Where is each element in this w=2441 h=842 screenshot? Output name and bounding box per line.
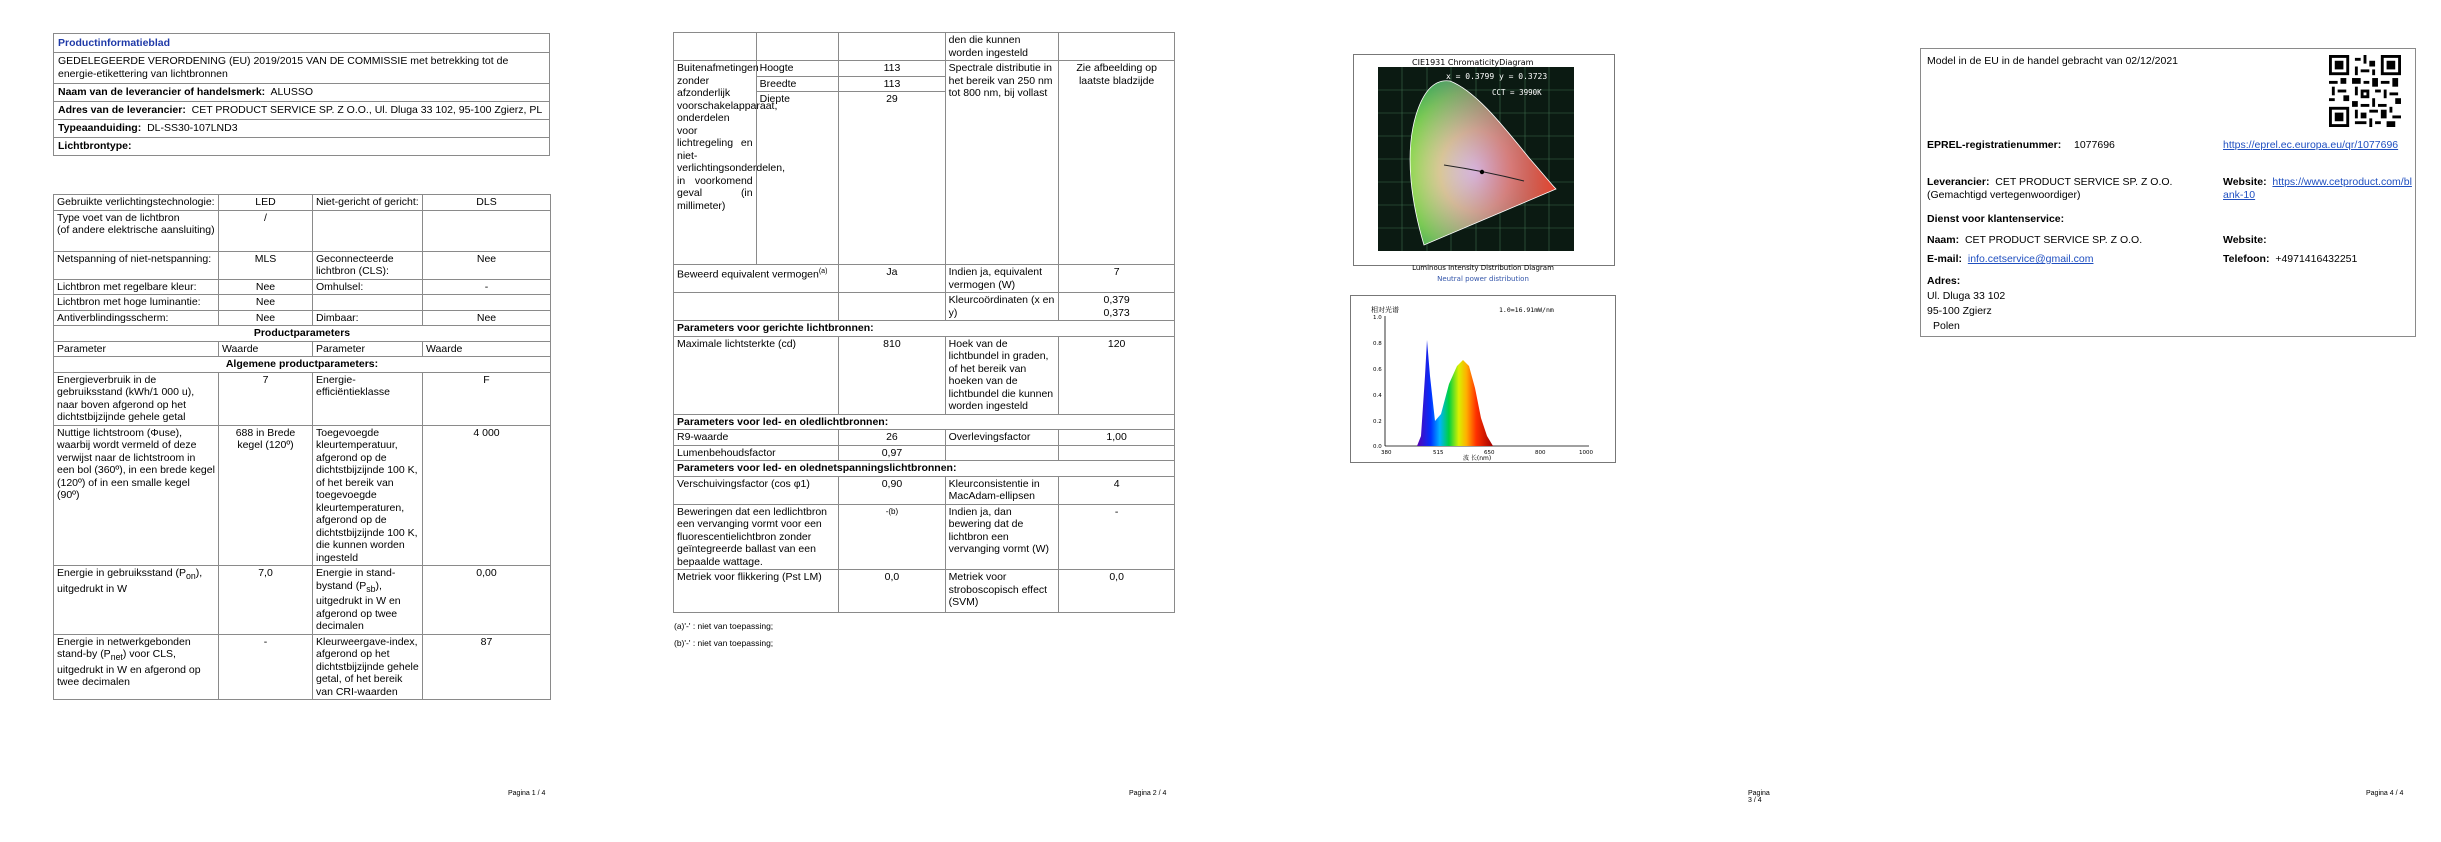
eprel-number: 1077696 — [2074, 139, 2115, 151]
table-row — [674, 430, 1175, 446]
table-cell: Nee — [219, 295, 313, 311]
website-row — [2223, 176, 2413, 202]
page-4 — [1920, 0, 2414, 842]
page-1 — [53, 0, 548, 842]
table-row — [54, 310, 551, 326]
table-cell: Diepte — [756, 92, 839, 265]
address-row — [54, 102, 549, 120]
spd-x-tick: 800 — [1535, 450, 1546, 456]
address-line: 95-100 Zgierz — [1927, 305, 1992, 317]
table-cell: Netspanning of niet-netspanning: — [54, 251, 219, 279]
table-row — [54, 326, 551, 342]
psb-label-end: ), uitgedrukt in W en afgerond op twee decimalen — [316, 579, 401, 633]
table-cell: Verschuivingsfactor (cos φ1) — [674, 476, 839, 504]
cap-note: (of andere elektrische aansluiting) — [57, 224, 215, 236]
table-row — [674, 321, 1175, 337]
cie-diagram — [1354, 55, 1614, 265]
table-cell — [54, 566, 219, 635]
table-cell: / — [219, 210, 313, 251]
table-row — [54, 210, 551, 251]
model-text: Model in de EU in de handel gebracht van 02/12/2021 — [1927, 55, 2179, 67]
spd-y-tick: 0.6 — [1373, 367, 1382, 373]
table-cell: Kleurcoördinaten (x en y) — [945, 293, 1059, 321]
pnet-label: Energie in netwerkgebonden stand-by (P — [57, 635, 191, 661]
product-table-page-2 — [673, 32, 1175, 613]
table-cell: MLS — [219, 251, 313, 279]
table-cell — [839, 33, 945, 61]
chroma-y: 0,373 — [1103, 306, 1130, 319]
table-cell: Beweringen dat een ledlichtbron een vervanging vormt voor een fluorescentielichtbron zonder geïntegreerde ballast van een bepaalde wattage. — [674, 504, 839, 570]
table-cell — [313, 295, 423, 311]
page-1-header — [53, 33, 550, 156]
spd-readout: 1.0=16.91mW/nm — [1499, 306, 1554, 314]
page-3 — [1350, 0, 1770, 842]
table-cell: 0,0 — [839, 570, 945, 613]
table-cell — [423, 210, 551, 251]
table-cell: 26 — [839, 430, 945, 446]
dims-label: Buitenafmetingen zonder afzonderlijk voorschakelapparaat, onderdelen voor lichtregeling en niet-verlichtingsonderdelen, in voorkomend geval (in millimeter) — [674, 61, 757, 265]
address-line: Polen — [1933, 320, 1960, 332]
cap-label: Type voet van de lichtbron — [57, 211, 180, 224]
table-row — [54, 341, 551, 357]
regulation-text: GEDELEGEERDE VERORDENING (EU) 2019/2015 VAN DE COMMISSIE met betrekking tot de energie-etikettering van lichtbronnen — [54, 53, 549, 84]
page-number: Pagina 4 / 4 — [2366, 790, 2404, 797]
col-header-parameter: Parameter — [313, 341, 423, 357]
table-row — [674, 61, 1175, 77]
table-cell: 0,97 — [839, 445, 945, 461]
mains-heading: Parameters voor led- en olednetspanningslichtbronnen: — [674, 461, 1175, 477]
email-label: E-mail: — [1927, 253, 1963, 265]
page-2 — [673, 0, 1175, 842]
cie-subcaption: Neutral power distribution — [1437, 275, 1529, 283]
table-cell — [54, 634, 219, 700]
document-title: Productinformatieblad — [54, 34, 549, 53]
page-number: Pagina 3 / 4 — [1748, 790, 1770, 804]
table-cell: Hoogte — [756, 61, 839, 77]
table-cell: DLS — [423, 195, 551, 211]
table-cell: Gebruikte verlichtingstechnologie: — [54, 195, 219, 211]
page-number: Pagina 2 / 4 — [1129, 790, 1167, 797]
spd-y-tick: 0.8 — [1373, 341, 1382, 347]
address-heading: Adres: — [1927, 275, 1961, 287]
table-cell: Breedte — [756, 76, 839, 92]
table-cell: 0,90 — [839, 476, 945, 504]
supplier-value: CET PRODUCT SERVICE SP. Z O.O. (Gemachtigd vertegenwoordiger) — [1927, 176, 2173, 201]
eprel-label: EPREL-registratienummer: — [1927, 139, 2062, 151]
col-header-value: Waarde — [423, 341, 551, 357]
address-line: Ul. Dluga 33 102 — [1927, 290, 2006, 302]
table-cell: Maximale lichtsterkte (cd) — [674, 336, 839, 414]
col-header-parameter: Parameter — [54, 341, 219, 357]
table-cell: 87 — [423, 634, 551, 700]
table-cell: R9-waarde — [674, 430, 839, 446]
table-cell: LED — [219, 195, 313, 211]
table-cell: Kleurweergave-index, afgerond op het dichtstbijzijnde gehele getal, of het bereik van CRI-waarden — [313, 634, 423, 700]
table-cell — [313, 210, 423, 251]
spd-x-tick: 515 — [1433, 450, 1444, 456]
spd-y-tick: 1.0 — [1373, 315, 1382, 321]
phone-label: Telefoon: — [2223, 253, 2270, 265]
table-row — [54, 425, 551, 566]
params-heading: Productparameters — [54, 326, 551, 342]
table-cell: Lichtbron met regelbare kleur: — [54, 279, 219, 295]
email-row — [1927, 253, 2093, 266]
type-label: Typeaanduiding: — [58, 122, 142, 134]
table-cell: Indien ja, dan bewering dat de lichtbron een vervanging vormt (W) — [945, 504, 1059, 570]
table-cell: Energieverbruik in de gebruiksstand (kWh/1 000 u), naar boven afgerond op het dichtstbijzijnde gehele getal — [54, 372, 219, 425]
table-row — [674, 336, 1175, 414]
table-cell: 7 — [219, 372, 313, 425]
table-cell: 4 — [1059, 476, 1175, 504]
spectrum-chart — [1351, 296, 1615, 462]
spd-y-ticks — [1373, 315, 1382, 450]
table-cell: -(b) — [839, 504, 945, 570]
product-table-page-1 — [53, 194, 551, 700]
table-row — [674, 265, 1175, 293]
table-row — [54, 357, 551, 373]
table-row — [54, 372, 551, 425]
table-cell: den die kunnen worden ingesteld — [945, 33, 1059, 61]
spd-y-tick: 0.2 — [1373, 419, 1382, 425]
equiv-label: Beweerd equivalent vermogen — [677, 268, 819, 281]
eprel-info-box — [1920, 48, 2416, 337]
table-cell: Ja — [839, 265, 945, 293]
spd-ylabel: 相对光谱 — [1371, 306, 1399, 314]
pon-sub: on — [186, 571, 196, 582]
supplier-row — [1927, 176, 2217, 202]
eprel-link[interactable]: https://eprel.ec.europa.eu/qr/1077696 — [2223, 139, 2399, 151]
table-cell: 0,0 — [1059, 570, 1175, 613]
address-label: Adres van de leverancier: — [58, 104, 186, 116]
qr-code-icon — [2329, 55, 2401, 127]
website-label-2: Website: — [2223, 234, 2267, 246]
table-row — [674, 33, 1175, 61]
table-cell: Omhulsel: — [313, 279, 423, 295]
table-cell: - — [1059, 504, 1175, 570]
table-cell: 4 000 — [423, 425, 551, 566]
website-link[interactable]: https://www.cetproduct.com/blank-10 — [2223, 176, 2412, 201]
chroma-x: 0,379 — [1103, 294, 1130, 306]
table-cell: 113 — [839, 76, 945, 92]
address-value: CET PRODUCT SERVICE SP. Z O.O., Ul. Dluga 33 102, 95-100 Zgierz, PL — [191, 104, 543, 116]
pon-label: Energie in gebruiksstand (P — [57, 567, 186, 579]
table-row — [54, 251, 551, 279]
pon-label-end: ), uitgedrukt in W — [57, 567, 203, 595]
table-row — [54, 634, 551, 700]
general-heading: Algemene productparameters: — [54, 357, 551, 373]
table-row — [54, 295, 551, 311]
table-cell: Metriek voor stroboscopisch effect (SVM) — [945, 570, 1059, 613]
table-cell: 0,00 — [423, 566, 551, 635]
table-cell: Lumenbehoudsfactor — [674, 445, 839, 461]
table-cell: Kleurconsistentie in MacAdam-ellipsen — [945, 476, 1059, 504]
table-cell: Antiverblindingsscherm: — [54, 310, 219, 326]
spectrum-curve — [1417, 340, 1493, 446]
spd-x-tick: 380 — [1381, 450, 1392, 456]
spd-y-tick: 0.0 — [1373, 444, 1382, 450]
table-cell — [423, 295, 551, 311]
table-cell: Nee — [423, 251, 551, 279]
psb-label: Energie in stand-bystand (P — [316, 567, 396, 592]
table-cell: - — [423, 279, 551, 295]
table-cell — [756, 33, 839, 61]
supplier-row — [54, 84, 549, 102]
table-cell: Geconnecteerde lichtbron (CLS): — [313, 251, 423, 279]
supplier-label: Naam van de leverancier of handelsmerk: — [58, 86, 266, 98]
table-row — [674, 293, 1175, 321]
cie-readout: x = 0.3799 y = 0.3723 — [1446, 72, 1548, 81]
table-row — [674, 414, 1175, 430]
table-cell: Nee — [219, 279, 313, 295]
table-cell: F — [423, 372, 551, 425]
table-cell: Metriek voor flikkering (Pst LM) — [674, 570, 839, 613]
website-label: Website: — [2223, 176, 2267, 188]
table-cell: Dimbaar: — [313, 310, 423, 326]
footnote-a: (a)'-' : niet van toepassing; — [674, 621, 774, 631]
table-cell: 113 — [839, 61, 945, 77]
col-header-value: Waarde — [219, 341, 313, 357]
table-cell — [674, 293, 839, 321]
led-heading: Parameters voor led- en oledlichtbronnen: — [674, 414, 1175, 430]
footnote-b: (b)'-' : niet van toepassing; — [674, 638, 774, 648]
table-cell: Hoek van de lichtbundel in graden, of het bereik van hoeken van de lichtbundel die kunnen worden ingesteld — [945, 336, 1059, 414]
equiv-sup: (a) — [818, 268, 828, 275]
table-cell — [1059, 293, 1175, 321]
table-cell — [674, 33, 757, 61]
table-row — [674, 570, 1175, 613]
table-cell: Toegevoegde kleurtemperatuur, afgerond op de dichtstbijzijnde 100 K, of het bereik van toegevoegde kleurtemperaturen, afgerond op de dichtstbijzijnde 100 K, die kunnen worden ingesteld — [313, 425, 423, 566]
table-row — [674, 476, 1175, 504]
table-cell: - — [219, 634, 313, 700]
table-cell: 120 — [1059, 336, 1175, 414]
table-cell: Energie-efficiëntieklasse — [313, 372, 423, 425]
table-cell: Niet-gericht of gericht: — [313, 195, 423, 211]
table-cell — [1059, 33, 1175, 61]
chromaticity-point — [1480, 170, 1484, 174]
phone-value: +4971416432251 — [2275, 253, 2358, 265]
table-cell — [945, 445, 1059, 461]
pnet-label-end: ) voor CLS, uitgedrukt in W en afgerond op twee decimalen — [57, 648, 201, 689]
service-heading: Dienst voor klantenservice: — [1927, 213, 2065, 225]
lightsource-heading: Lichtbrontype: — [54, 138, 549, 156]
name-value: CET PRODUCT SERVICE SP. Z O.O. — [1964, 234, 2143, 246]
spd-x-tick: 650 — [1484, 450, 1495, 456]
pnet-sub: net — [110, 652, 123, 663]
table-row — [54, 195, 551, 211]
supplier-label: Leverancier: — [1927, 176, 1990, 188]
table-cell — [1059, 445, 1175, 461]
psb-sub: sb — [366, 583, 376, 594]
type-row — [54, 120, 549, 138]
type-value: DL-SS30-107LND3 — [147, 122, 238, 134]
name-row — [1927, 234, 2142, 247]
supplier-value: ALUSSO — [270, 86, 314, 98]
table-cell — [313, 566, 423, 635]
email-link[interactable]: info.cetservice@gmail.com — [1967, 253, 2094, 265]
cie-diagram-figure — [1353, 54, 1615, 266]
spd-xlabel: 波 长(nm) — [1463, 455, 1492, 462]
table-cell: Overlevingsfactor — [945, 430, 1059, 446]
page-number: Pagina 1 / 4 — [508, 790, 546, 797]
table-cell: 29 — [839, 92, 945, 265]
table-cell: 810 — [839, 336, 945, 414]
table-cell: 688 in Brede kegel (120º) — [219, 425, 313, 566]
table-cell: Nee — [219, 310, 313, 326]
table-row — [54, 566, 551, 635]
name-label: Naam: — [1927, 234, 1960, 246]
cie-cct: CCT = 3990K — [1492, 88, 1542, 97]
table-cell: Indien ja, equivalent vermogen (W) — [945, 265, 1059, 293]
table-cell: 7,0 — [219, 566, 313, 635]
phone-row — [2223, 253, 2357, 266]
spd-x-tick: 1000 — [1579, 450, 1593, 456]
spd-y-tick: 0.4 — [1373, 393, 1382, 399]
table-cell: Lichtbron met hoge luminantie: — [54, 295, 219, 311]
spectral-value: Zie afbeelding op laatste bladzijde — [1059, 61, 1175, 265]
cie-header: CIE1931 ChromaticityDiagram — [1412, 58, 1534, 67]
table-cell — [54, 210, 219, 251]
table-row — [674, 504, 1175, 570]
spectral-label: Spectrale distributie in het bereik van 250 nm tot 800 nm, bij vollast — [945, 61, 1059, 265]
table-cell: 7 — [1059, 265, 1175, 293]
directional-heading: Parameters voor gerichte lichtbronnen: — [674, 321, 1175, 337]
table-row — [54, 279, 551, 295]
table-cell: 1,00 — [1059, 430, 1175, 446]
table-row — [674, 461, 1175, 477]
table-cell — [674, 265, 839, 293]
table-cell: Nee — [423, 310, 551, 326]
table-cell: Nuttige lichtstroom (Φuse), waarbij wordt vermeld of deze verwijst naar de lichtstroom in een bol (360º), in een brede kegel (120º) of in een smalle kegel (90º) — [54, 425, 219, 566]
table-row — [674, 445, 1175, 461]
spectrum-figure — [1350, 295, 1616, 463]
cie-caption: Luminous Intensity Distribution Diagram — [1412, 264, 1554, 272]
table-cell — [839, 293, 945, 321]
